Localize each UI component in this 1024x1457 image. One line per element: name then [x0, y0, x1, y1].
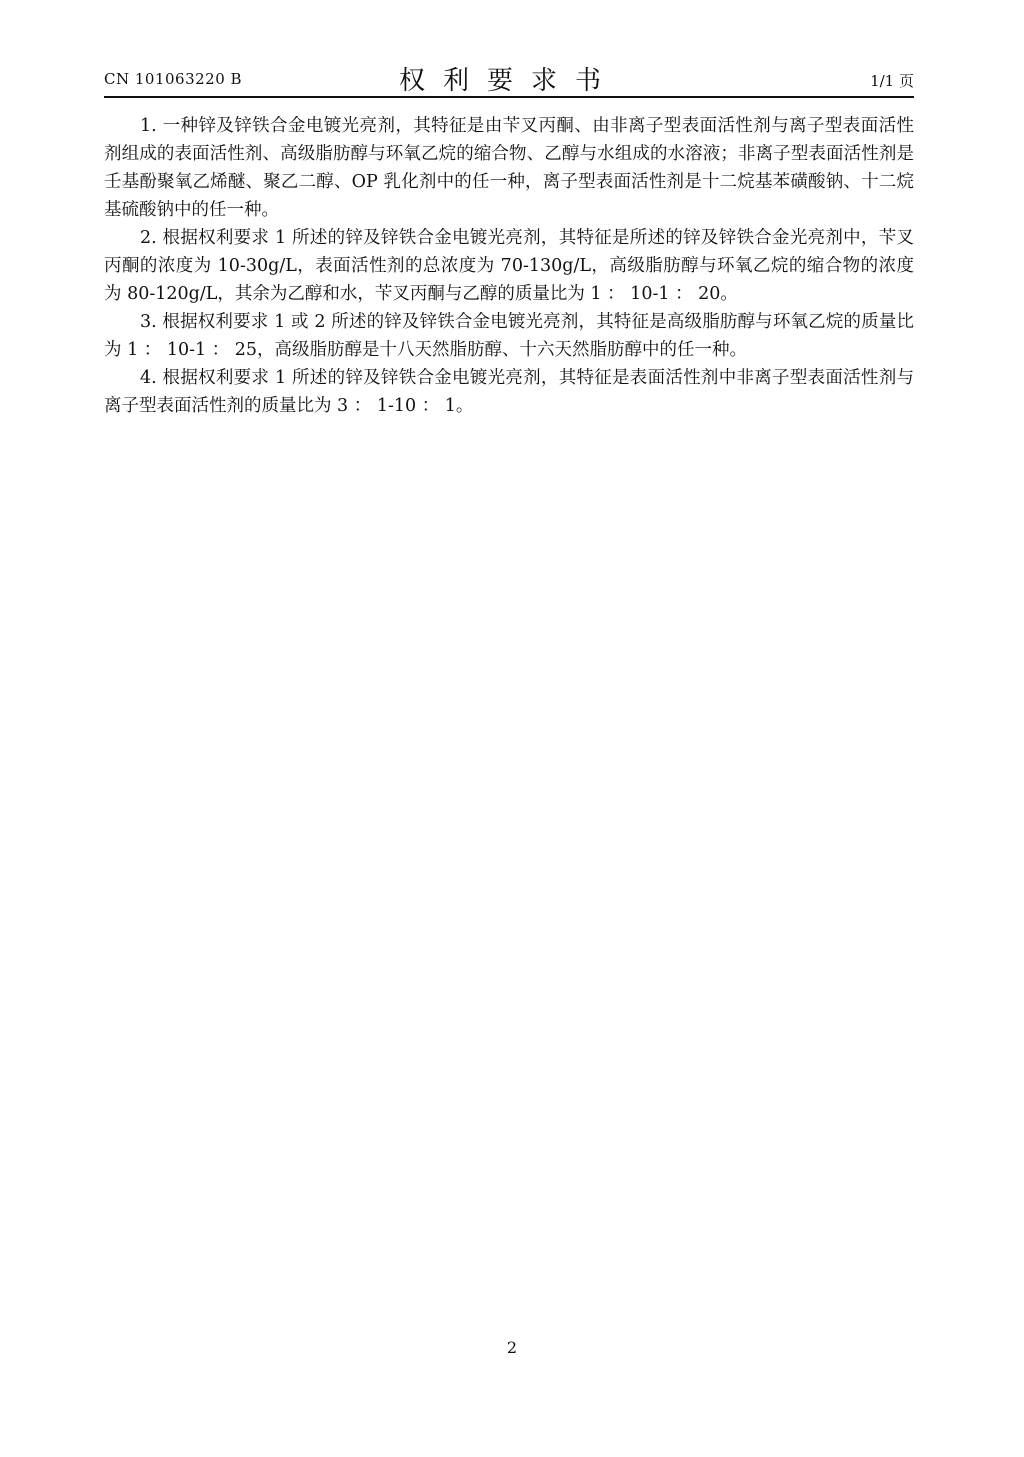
page-number: 2	[506, 1338, 518, 1357]
page-count: 1/1 页	[870, 72, 914, 90]
claim-1: 1. 一种锌及锌铁合金电镀光亮剂，其特征是由苄叉丙酮、由非离子型表面活性剂与离子型表面活性剂组成的表面活性剂、高级脂肪醇与环氧乙烷的缩合物、乙醇与水组成的水溶液；非离子型表面活性剂是壬基酚聚氧乙烯醚、聚乙二醇、OP 乳化剂中的任一种，离子型表面活性剂是十二烷基苯磺酸钠、十二烷基硫酸钠中的任一种。	[104, 116, 914, 220]
claims-section	[104, 112, 914, 420]
header-divider	[104, 96, 914, 98]
claim-3: 3. 根据权利要求 1 或 2 所述的锌及锌铁合金电镀光亮剂，其特征是高级脂肪醇与环氧乙烷的质量比为 1 ： 10-1 ： 25，高级脂肪醇是十八天然脂肪醇、十六天然脂肪醇中的任一种。	[104, 312, 914, 360]
claim-2: 2. 根据权利要求 1 所述的锌及锌铁合金电镀光亮剂，其特征是所述的锌及锌铁合金光亮剂中，苄叉丙酮的浓度为 10-30g/L，表面活性剂的总浓度为 70-130g/L，高级脂肪醇与环氧乙烷的缩合物的浓度为 80-120g/L，其余为乙醇和水，苄叉丙酮与乙醇的质量比为 1 ： 10-1 ： 20。	[104, 228, 914, 304]
patent-number: CN 101063220 B	[104, 70, 243, 88]
claim-4: 4. 根据权利要求 1 所述的锌及锌铁合金电镀光亮剂，其特征是表面活性剂中非离子型表面活性剂与离子型表面活性剂的质量比为 3 ： 1-10 ： 1。	[104, 368, 914, 416]
document-title: 权利要求书	[398, 66, 619, 96]
page-header	[104, 60, 914, 96]
